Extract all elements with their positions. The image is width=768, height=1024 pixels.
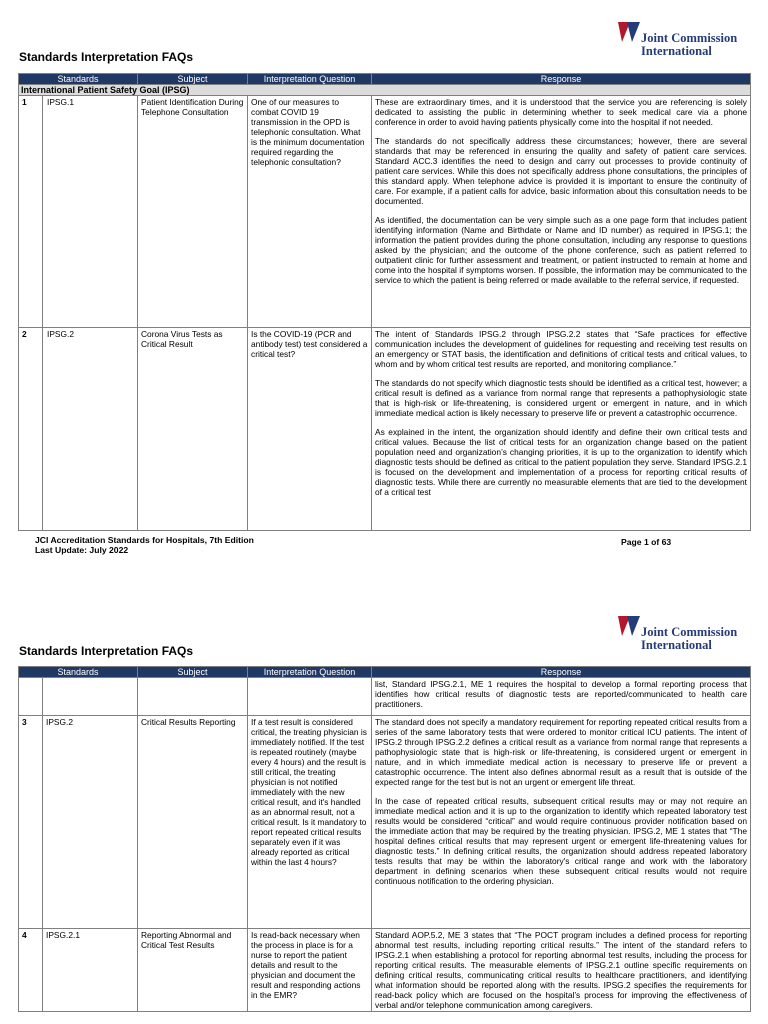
row-number: 4 [19,929,43,1012]
row-subject: Patient Identification During Telephone Consultation [138,96,248,328]
table-header-row [19,74,751,85]
row-subject: Reporting Abnormal and Critical Test Results [138,929,248,1012]
row-response [372,96,751,328]
row-response [372,929,751,1012]
col-header-subject: Subject [138,74,248,85]
response-paragraph: The intent of Standards IPSG.2 through IPSG.2.2 states that “Safe practices for effective communication includes the development of guidelines for requesting and receiving test results on an emergency or STAT basis, the identification and definitions of critical tests and critical values, to whom and by whom critical test results are reported, and monitoring compliance.” [375,329,747,369]
row-question: Is read-back necessary when the process in place is for a nurse to report the patient details and result to the physician and document the result and responding actions in the EMR? [248,929,372,1012]
response-paragraph: As identified, the documentation can be very simple such as a one page form that includes patient identifying information (Name and Birthdate or Name and ID number) as required in IPSG.1; the information the patient provides during the phone consultation, including any response to questions asked by the physician; and the outcome of the phone conference, such as patient referred to outpatient clinic for further assessment and treatment, or patient instructed to remain at home and come into the hospital if symptoms worsen. If possible, the information may be communicated to the service to which the patient is being referred or made available to the referral service, if requested. [375,215,747,285]
footer-edition: JCI Accreditation Standards for Hospitals, 7th Edition [35,535,254,545]
document-title: Standards Interpretation FAQs [19,50,194,64]
col-header-standards: Standards [19,74,138,85]
response-paragraph: Standard AOP.5.2, ME 3 states that “The POCT program includes a defined process for reporting abnormal test results, including reporting critical results.” The intent of the standard refers to IPSG.2.1 when establishing a protocol for reporting abnormal test results, including the process for reporting critical results. The measurable elements of IPSG.2.1 outline specific requirements on defining critical results, communicating critical results to healthcare practitioners, and identifying what information should be reported along with the results. IPSG.2 specifies the requirements for read-back policy which are focused on the hospital’s process for improving the effectiveness of verbal and/or telephone communication among caregivers. [375,930,747,1010]
row-standard: IPSG.2.1 [43,929,138,1012]
page-2 [0,600,768,1024]
row-question: Is the COVID-19 (PCR and antibody test) test considered a critical test? [248,328,372,531]
row-response [372,716,751,929]
row-subject: Critical Results Reporting [138,716,248,929]
row-standard: IPSG.1 [43,96,138,328]
table-row [19,716,751,929]
document-title: Standards Interpretation FAQs [19,644,194,658]
logo-text-line2: International [641,44,712,58]
response-paragraph: The standards do not specify which diagnostic tests should be identified as a critical test, however; a critical result is defined as a variance from normal range that represents a pathophysiologic state that is high-risk or life-threatening, is considered urgent or emergent in nature, and in which immediate medical action is likely necessary to preserve life or prevent a catastrophic occurrence. [375,378,747,418]
row-number [19,678,43,716]
row-number: 2 [19,328,43,531]
row-number: 3 [19,716,43,929]
table-row [19,96,751,328]
logo-text-line2: International [641,638,712,652]
jci-logo [618,22,768,62]
section-heading: International Patient Safety Goal (IPSG) [19,85,751,96]
row-standard: IPSG.2 [43,716,138,929]
page-total: of 63 [651,537,672,547]
response-paragraph: These are extraordinary times, and it is understood that the service you are referencing is solely dedicated to assisting the public in determining whether to seek medical care via a phone conference in order to avoid having patients physically come into the hospital if not needed. [375,97,747,127]
footer-update: Last Update: July 2022 [35,545,129,555]
row-number: 1 [19,96,43,328]
row-subject: Corona Virus Tests as Critical Result [138,328,248,531]
table-row [19,328,751,531]
logo-text-line1: Joint Commission [641,31,738,45]
row-question: One of our measures to combat COVID 19 transmission in the OPD is telephonic consultation. What is the minimum documentation required regarding the telephonic consultation? [248,96,372,328]
col-header-standards: Standards [19,667,138,678]
response-paragraph: In the case of repeated critical results, subsequent critical results may or may not require an immediate medical action and it is up to the organization to identify which repeated laboratory test results would be considered “critical” and would require continuous provider notification based on the immediate action that may be required by the treating physician. IPSG.2, ME 1 states that “The hospital defines critical results that may represent urgent or emergent life-threatening values for diagnostic tests.” In defining critical results, the organization should address repeated laboratory tests results that may be within the laboratory's critical range and work with the laboratory department in defining scenarios when these subsequent critical results would not require continuous notification to the ordering physician. [375,796,747,886]
col-header-response: Response [372,74,751,85]
row-question [248,678,372,716]
table-header-row [19,667,751,678]
row-subject [138,678,248,716]
row-standard [43,678,138,716]
response-paragraph: list, Standard IPSG.2.1, ME 1 requires the hospital to develop a formal reporting process that identifies how critical results of diagnostic tests are reported/communicated to health care practitioners. [375,679,747,709]
faq-table [18,666,751,1012]
page-current: 1 [643,537,649,547]
row-response [372,678,751,716]
response-paragraph: The standard does not specify a mandatory requirement for reporting repeated critical results from a series of the same laboratory tests that were ordered to monitor critical ICU patients. The intent of IPSG.2 through IPSG.2.2 defines a critical result as a variance from normal range that represents a pathophysiologic state that is high-risk or life-threatening, is considered urgent or emergent in nature, and in which immediate medical action is necessary to preserve life or prevent a catastrophic occurrence. The intent also defines abnormal result as a result that is outside of the expected range for the test but is not an urgent or emergent life threat. [375,717,747,787]
faq-table [18,73,751,531]
jci-logo [618,616,768,656]
response-paragraph: As explained in the intent, the organization should identify and define their own critical tests and critical values. Because the list of critical tests for an organization change based on the patient population need and organization’s changing priorities, it is up to the organization to identify which diagnostic tests should be defined as critical to the patient population they serve. Standard IPSG.2.1 is focused on the development and implementation of a process for reporting critical results of diagnostic tests. While there are currently no measurable elements that are tied to the development of a critical test [375,427,747,497]
col-header-question: Interpretation Question [248,74,372,85]
page-footer [35,535,254,555]
row-response [372,328,751,531]
row-standard: IPSG.2 [43,328,138,531]
response-paragraph: The standards do not specifically address these circumstances; however, there are several standards that may be referenced in ensuring the quality and safety of patient care services. Standard ACC.3 identifies the need to design and carry out processes to provide continuity of patient care services. While this does not specifically address phone consultations, the principles of this standard apply. When telephone advice is provided it is important to ensure the continuity of care. For example, if a patient calls for advice, basic information about this consultation needs to be documented. [375,136,747,206]
col-header-response: Response [372,667,751,678]
table-row [19,678,751,716]
page-gap [0,570,768,600]
page-number [621,537,671,547]
page-label: Page [621,537,642,547]
row-question: If a test result is considered critical, the treating physician is immediately notified. If the test is repeated routinely (maybe every 4 hours) and the result is still critical, the treating physician is not notified immediately with the new critical result, and it's handled as an abnormal result, not a critical result. Is it mandatory to report repeated critical results separately even if it was already reported as critical within the last 4 hours? [248,716,372,929]
logo-text-line1: Joint Commission [641,625,738,639]
table-row [19,929,751,1012]
col-header-question: Interpretation Question [248,667,372,678]
col-header-subject: Subject [138,667,248,678]
